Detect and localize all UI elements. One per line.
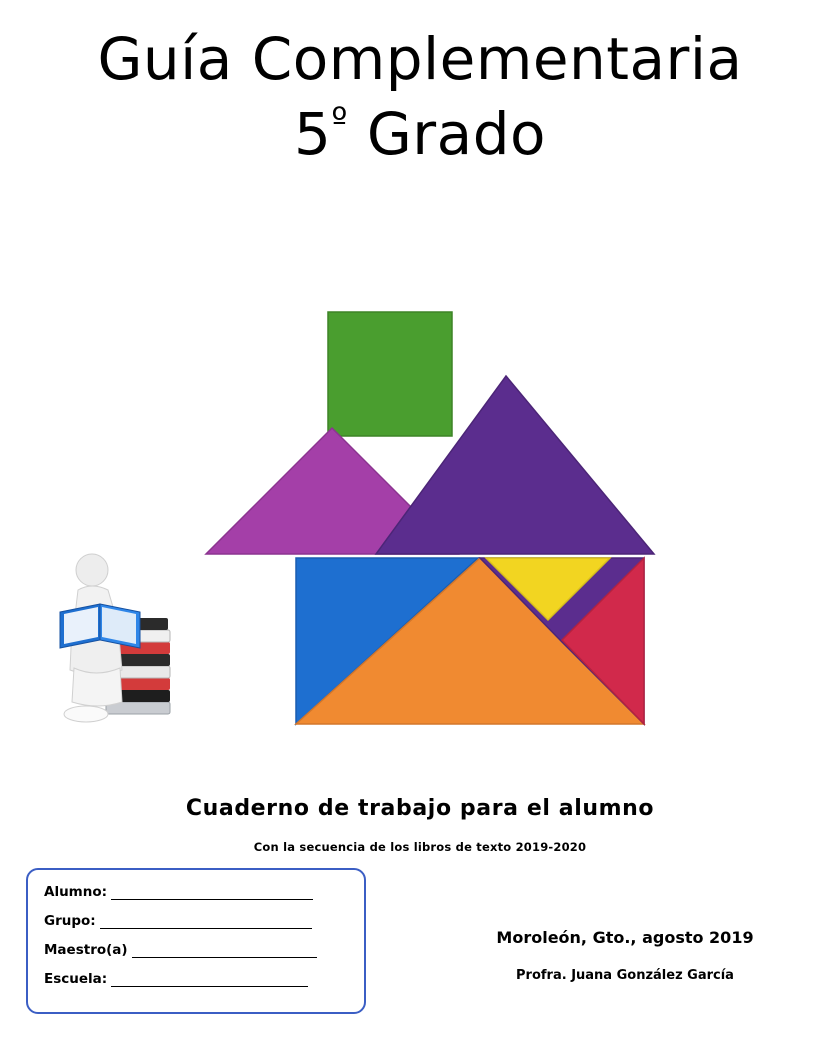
chimney-square-piece bbox=[328, 312, 452, 436]
grade-number: 5 bbox=[293, 99, 332, 168]
tangram-house-illustration bbox=[196, 296, 666, 726]
title-block bbox=[0, 25, 840, 168]
field-grupo[interactable] bbox=[44, 913, 350, 929]
field-grupo-input[interactable] bbox=[100, 915, 312, 929]
page-title-line2 bbox=[0, 101, 840, 168]
author-name: Profra. Juana González García bbox=[516, 968, 734, 983]
field-grupo-label: Grupo: bbox=[44, 913, 96, 929]
field-maestro-input[interactable] bbox=[132, 944, 317, 958]
field-maestro-label: Maestro(a) bbox=[44, 942, 128, 958]
field-alumno-label: Alumno: bbox=[44, 884, 108, 900]
page-title-line1: Guía Complementaria bbox=[97, 25, 743, 93]
field-alumno-input[interactable] bbox=[111, 886, 313, 900]
place-date: Moroleón, Gto., agosto 2019 bbox=[496, 928, 754, 947]
student-info-box bbox=[26, 868, 366, 1014]
grade-word: Grado bbox=[347, 99, 546, 168]
field-escuela[interactable] bbox=[44, 971, 350, 987]
cover-subtitle: Cuaderno de trabajo para el alumno bbox=[185, 796, 655, 821]
degree-symbol: º bbox=[331, 100, 348, 141]
field-escuela-input[interactable] bbox=[111, 973, 308, 987]
student-reading-figure bbox=[48, 548, 180, 728]
field-alumno[interactable] bbox=[44, 884, 350, 900]
field-escuela-label: Escuela: bbox=[44, 971, 108, 987]
sequence-note: Con la secuencia de los libros de texto 2019-2020 bbox=[253, 840, 587, 854]
field-maestro[interactable] bbox=[44, 942, 350, 958]
